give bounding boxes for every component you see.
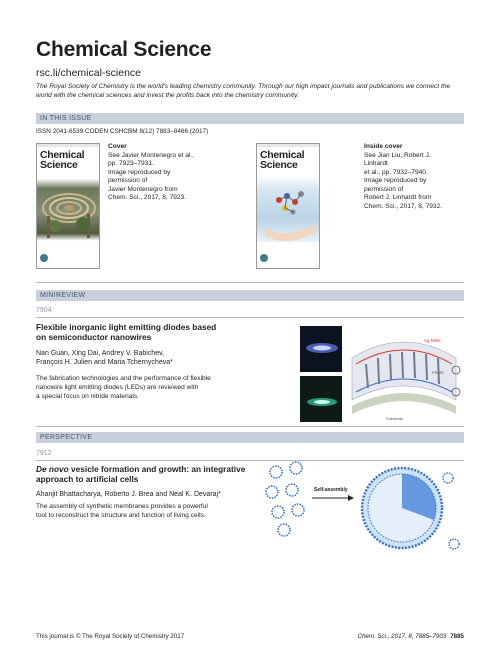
article-authors: Ahanjit Bhattacharya, Roberto J. Brea and Neal K. Devaraj* — [36, 491, 221, 498]
label-pdms: PDMS — [432, 370, 444, 375]
inside-cover-caption — [364, 143, 456, 212]
cover-line: Javier Montenegro from — [108, 185, 178, 193]
cover-line: et al., pp. 7932–7940. — [364, 168, 428, 176]
title-line — [36, 464, 276, 474]
section-in-this-issue: IN THIS ISSUE — [36, 113, 464, 124]
journal-intro: The Royal Society of Chemistry is the world's leading chemistry community. Through our high impact journals and publications we connect the world with the chemical sciences and invest the profits back into the chemistry community. — [36, 83, 451, 99]
divider — [36, 282, 464, 283]
label-ag-nws: Ag NWs — [424, 338, 441, 343]
authors-line: François H. Julien and Maria Tchernycheva* — [36, 359, 173, 367]
article-abstract — [36, 503, 276, 521]
journal-title: Chemical Science — [36, 38, 212, 61]
vesicle-assembly-diagram — [262, 458, 464, 562]
footer-citation — [357, 633, 464, 640]
label-substrate: Substrate — [386, 416, 404, 421]
abstract-line: tool to reconstruct the structure and function of living cells. — [36, 511, 206, 519]
title-line: on semiconductor nanowires — [36, 332, 152, 343]
issn-line: ISSN 2041-6539 CODEN CSHCBM 8(12) 7883–8466 (2017) — [36, 128, 209, 135]
divider — [36, 426, 464, 427]
glow-art — [300, 376, 342, 422]
article-title[interactable] — [36, 464, 276, 485]
cover-spiral-art — [37, 144, 100, 269]
rsc-logo — [260, 254, 268, 262]
cover-image[interactable] — [36, 143, 100, 269]
section-perspective: PERSPECTIVE — [36, 432, 464, 443]
title-line: approach to artificial cells — [36, 474, 139, 485]
footer-page-number: 7885 — [450, 633, 464, 640]
cover-line: Robert J. Linhardt from — [364, 194, 432, 202]
footer-citation-text: Chem. Sci., 2017, 8, 7885–7903 — [357, 633, 447, 640]
authors-line: Nan Guan, Xing Dai, Andrey V. Babichev, — [36, 350, 165, 357]
journal-url[interactable]: rsc.li/chemical-science — [36, 67, 142, 79]
cover-caption — [108, 143, 200, 203]
led-photo-1 — [300, 326, 342, 372]
micelle-cluster — [266, 462, 304, 536]
cover-line: pp. 7923–7931. — [108, 160, 154, 168]
nanowire-led-diagram — [346, 330, 464, 422]
divider — [36, 317, 464, 318]
article-authors — [36, 349, 276, 367]
cover-heading: Inside cover — [364, 143, 403, 150]
cover-line: Image reproduced by — [364, 177, 427, 185]
inside-cover-image[interactable] — [256, 143, 320, 269]
abstract-line: a special focus on nitride materials. — [36, 392, 139, 400]
article-page-number: 7912 — [36, 450, 52, 457]
cover-line: permission of — [108, 177, 148, 185]
cover-line: permission of — [364, 185, 404, 193]
footer-copyright: This journal is © The Royal Society of Chemistry 2017 — [36, 633, 185, 640]
article-abstract — [36, 375, 266, 402]
cover-molecule-art — [257, 144, 320, 269]
section-minireview: MINIREVIEW — [36, 290, 464, 301]
cover-line: Chem. Sci., 2017, 8, 7932. — [364, 202, 443, 210]
abstract-line: The fabrication technologies and the performance of flexible — [36, 375, 211, 382]
title-line: Flexible inorganic light emitting diodes based — [36, 322, 217, 332]
title-italic: De novo — [36, 464, 69, 474]
cover-title: Chemical Science — [260, 149, 305, 171]
abstract-line: nanowire light emitting diodes (LEDs) are reviewed with — [36, 383, 199, 391]
cover-line[interactable]: See Javier Montenegro et al., — [108, 151, 195, 159]
cover-line: Chem. Sci., 2017, 8, 7923. — [108, 194, 187, 202]
label-self-assembly: Self-assembly — [314, 487, 348, 493]
cover-line[interactable]: See Jian Liu, Robert J. Linhardt — [364, 151, 431, 168]
cover-line: Image reproduced by — [108, 168, 171, 176]
article-title[interactable] — [36, 322, 276, 343]
cover-title: Chemical Science — [40, 149, 85, 171]
led-photo-2 — [300, 376, 342, 422]
glow-art — [300, 326, 342, 372]
article-page-number: 7904 — [36, 307, 52, 314]
cover-heading: Cover — [108, 143, 127, 150]
title-rest: vesicle formation and growth: an integrative — [68, 464, 246, 474]
rsc-logo — [40, 254, 48, 262]
abstract-line: The assembly of synthetic membranes provides a powerful — [36, 503, 208, 510]
